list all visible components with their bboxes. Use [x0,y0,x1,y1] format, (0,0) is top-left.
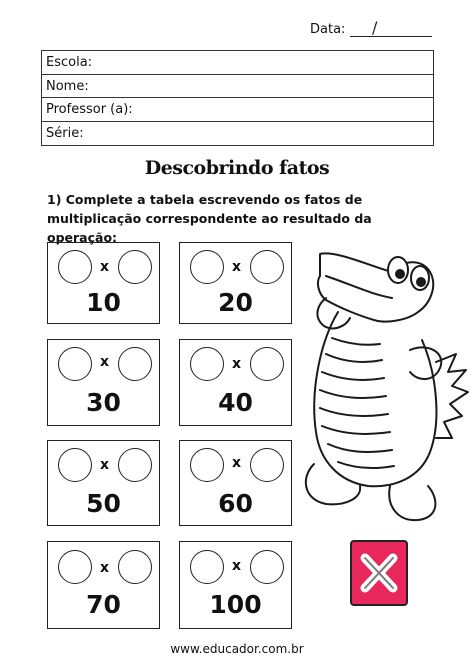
result-number: 50 [86,489,121,518]
multiply-sign: x [100,259,110,275]
result-number: 100 [209,590,262,619]
date-field-line[interactable] [350,36,432,37]
card-3 [47,339,160,426]
name-field[interactable]: Nome: [42,75,433,99]
factor-a-circle[interactable] [58,550,92,584]
x-mark-icon [352,542,406,604]
factor-b-circle[interactable] [250,550,284,584]
result-number: 40 [218,388,253,417]
result-number: 20 [218,288,253,317]
multiply-sign: x [100,354,110,370]
card-7 [47,541,160,629]
result-number: 70 [86,590,121,619]
card-8 [179,541,292,629]
grade-field[interactable]: Série: [46,125,84,141]
multiply-sign: x [232,356,242,372]
factor-a-circle[interactable] [58,448,92,482]
factor-b-circle[interactable] [250,347,284,381]
multiply-sign: x [100,457,110,473]
card-5 [47,440,160,526]
factor-a-circle[interactable] [190,347,224,381]
teacher-field[interactable]: Professor (a): [42,98,433,122]
date-label: Data: [310,22,346,37]
crocodile-illustration [290,242,470,532]
instruction-text: 1) Complete a tabela escrevendo os fatos de multiplicação correspondente ao resultado da operação: [47,192,372,245]
result-number: 10 [86,288,121,317]
factor-b-circle[interactable] [250,250,284,284]
factor-b-circle[interactable] [118,448,152,482]
card-6 [179,440,292,526]
footer-url: www.educador.com.br [170,642,304,656]
info-box [41,50,434,146]
card-4 [179,339,292,426]
factor-a-circle[interactable] [190,448,224,482]
multiply-sign: x [100,560,110,576]
result-number: 30 [86,388,121,417]
date-slash: / [372,18,378,37]
factor-b-circle[interactable] [118,550,152,584]
result-number: 60 [218,489,253,518]
factor-b-circle[interactable] [118,250,152,284]
factor-a-circle[interactable] [58,250,92,284]
page-title: Descobrindo fatos [144,157,330,179]
card-1 [47,242,160,324]
school-field[interactable]: Escola: [42,51,433,75]
factor-a-circle[interactable] [190,250,224,284]
multiply-sign: x [232,259,242,275]
wrong-answer-badge [350,540,408,606]
factor-a-circle[interactable] [58,347,92,381]
factor-b-circle[interactable] [250,448,284,482]
factor-a-circle[interactable] [190,550,224,584]
card-2 [179,242,292,324]
multiply-sign: x [232,455,242,471]
factor-b-circle[interactable] [118,347,152,381]
multiply-sign: x [232,558,242,574]
